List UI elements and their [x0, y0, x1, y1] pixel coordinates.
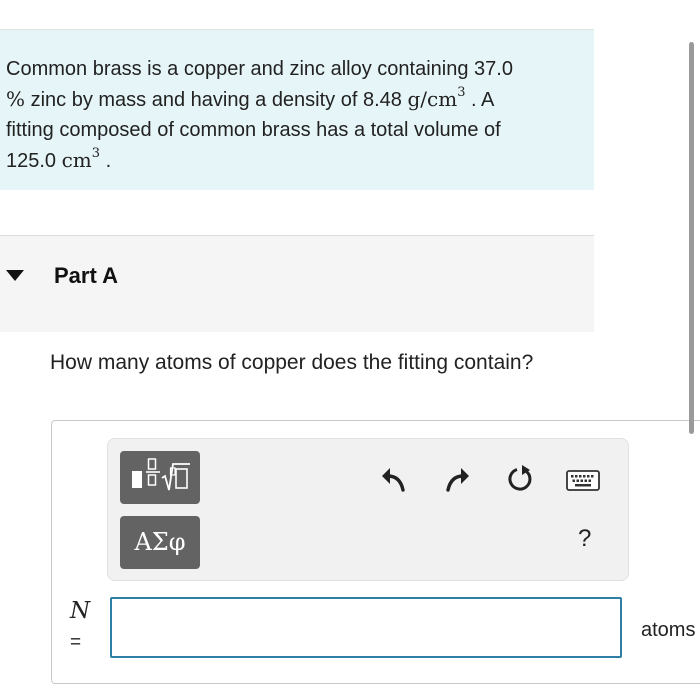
equals-sign: = [70, 632, 82, 653]
problem-intro [0, 30, 594, 190]
part-title: Part A [54, 263, 118, 288]
math-toolbar [107, 438, 629, 581]
intro-line-4-end: . [100, 150, 112, 172]
intro-line-3: fitting composed of common brass has a total volume of [6, 119, 501, 141]
density-unit-exponent: 3 [457, 85, 466, 101]
reset-icon[interactable] [506, 464, 536, 494]
problem-text [6, 54, 576, 176]
intro-line-2: zinc by mass and having a density of 8.48 [25, 89, 408, 111]
keyboard-icon[interactable] [566, 470, 600, 492]
fraction-radical-template-icon [120, 451, 200, 504]
templates-button[interactable] [120, 451, 200, 504]
units-label: atoms [641, 619, 696, 641]
caret-down-icon[interactable] [6, 270, 24, 281]
scrollbar[interactable] [689, 42, 694, 434]
answer-input[interactable] [110, 597, 622, 658]
part-a-header[interactable] [0, 235, 594, 332]
redo-icon[interactable] [443, 466, 471, 492]
question-text: How many atoms of copper does the fitting contain? [50, 351, 534, 374]
intro-line-1: Common brass is a copper and zinc alloy containing 37.0 [6, 58, 513, 80]
variable-label: N [70, 598, 91, 624]
percent-sign: % [6, 87, 26, 111]
undo-icon[interactable] [380, 466, 408, 492]
symbols-button[interactable]: ΑΣφ [120, 516, 200, 569]
volume-unit: cm [61, 148, 92, 172]
density-unit: g/cm [407, 87, 458, 111]
volume-unit-exponent: 3 [91, 146, 101, 162]
help-button[interactable]: ? [578, 525, 592, 552]
intro-line-2-end: . A [465, 89, 495, 111]
intro-line-4: 125.0 [6, 150, 62, 172]
